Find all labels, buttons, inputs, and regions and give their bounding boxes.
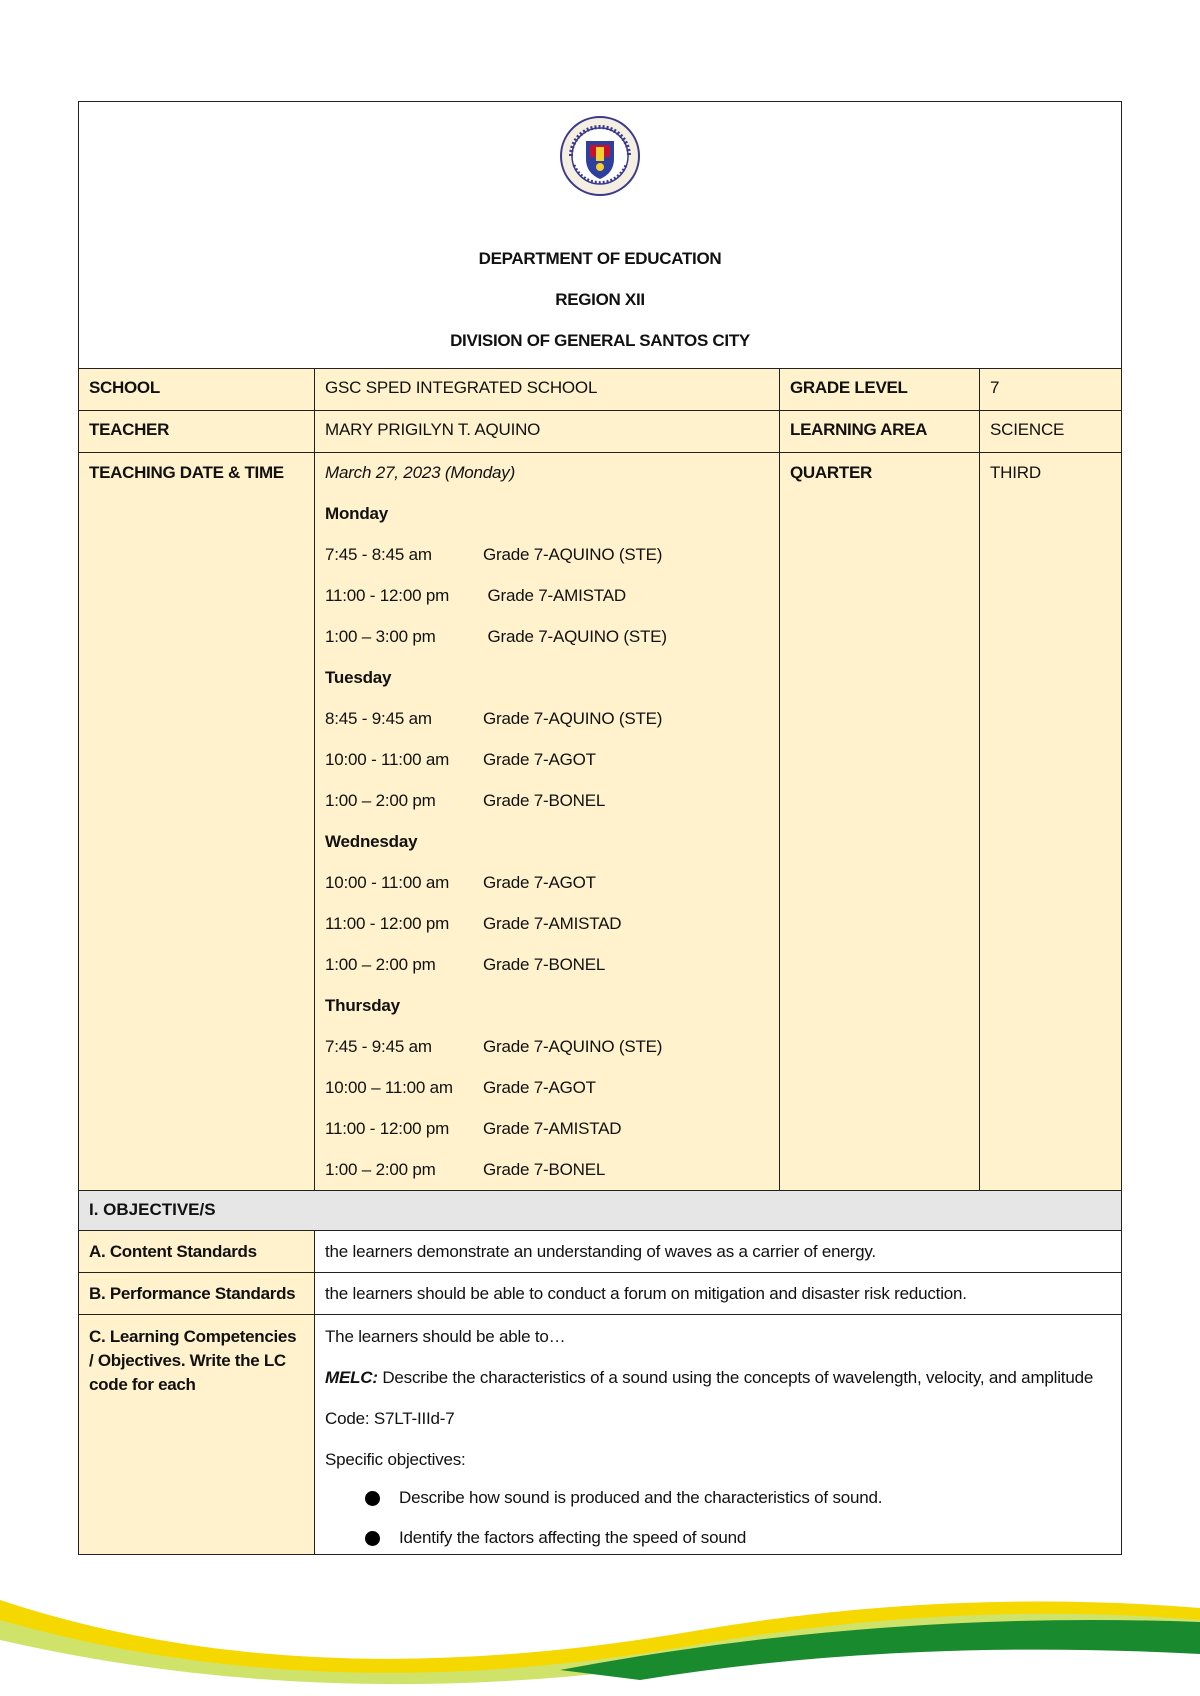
schedule-slot: [325, 1117, 769, 1141]
slot-group: Grade 7-BONEL: [483, 955, 606, 974]
objective-text: Describe how sound is produced and the characteristics of sound.: [399, 1488, 883, 1507]
slot-time: 1:00 – 2:00 pm: [325, 955, 436, 974]
schedule-day: Wednesday: [325, 832, 418, 851]
slot-group: Grade 7-BONEL: [483, 791, 606, 810]
slot-group: Grade 7-AQUINO (STE): [483, 1037, 663, 1056]
slot-group: Grade 7-AGOT: [483, 873, 596, 892]
specific-objectives-list: [365, 1486, 1111, 1550]
schedule-list: [325, 502, 769, 1182]
deped-seal-icon: [559, 115, 641, 197]
slot-time: 7:45 - 9:45 am: [325, 1037, 432, 1056]
melc-text: Describe the characteristics of a sound using the concepts of wavelength, velocity, and amplitude: [377, 1368, 1094, 1387]
schedule-slot: [325, 1158, 769, 1182]
competency-intro: The learners should be able to…: [325, 1327, 566, 1346]
content-standards-text: the learners demonstrate an understanding of waves as a carrier of energy.: [315, 1231, 1122, 1273]
slot-time: 1:00 – 2:00 pm: [325, 791, 436, 810]
slot-group: Grade 7-AGOT: [483, 1078, 596, 1097]
learning-area-label: LEARNING AREA: [780, 411, 980, 453]
learning-competencies-cell: [315, 1315, 1122, 1555]
slot-time: 10:00 – 11:00 am: [325, 1078, 453, 1097]
performance-standards-text: the learners should be able to conduct a forum on mitigation and disaster risk reduction.: [315, 1273, 1122, 1315]
schedule-day: Tuesday: [325, 668, 392, 687]
schedule-slot: [325, 1035, 769, 1059]
slot-time: 1:00 – 2:00 pm: [325, 1160, 436, 1179]
schedule-slot: [325, 707, 769, 731]
slot-group: Grade 7-AGOT: [483, 750, 596, 769]
list-item: [365, 1526, 1111, 1550]
schedule-slot: [325, 912, 769, 936]
slot-time: 10:00 - 11:00 am: [325, 873, 450, 892]
performance-standards-label: B. Performance Standards: [79, 1273, 315, 1315]
slot-time: 10:00 - 11:00 am: [325, 750, 450, 769]
lesson-plan-table: [78, 101, 1122, 1555]
list-item: [365, 1486, 1111, 1510]
schedule-slot: [325, 789, 769, 813]
schedule-slot: [325, 953, 769, 977]
header-department: DEPARTMENT OF EDUCATION: [478, 249, 722, 268]
slot-time: 11:00 - 12:00 pm: [325, 586, 450, 605]
header-region: REGION XII: [555, 290, 645, 309]
teaching-date: March 27, 2023 (Monday): [325, 463, 516, 482]
slot-group: Grade 7-AQUINO (STE): [483, 545, 663, 564]
letterhead: [79, 102, 1122, 369]
school-label: SCHOOL: [79, 369, 315, 411]
slot-group: Grade 7-AMISTAD: [483, 1119, 622, 1138]
footer-swoosh-graphic: [0, 1580, 1200, 1696]
slot-time: 11:00 - 12:00 pm: [325, 914, 450, 933]
quarter-label: QUARTER: [780, 453, 980, 1191]
schedule-slot: [325, 625, 769, 649]
teacher-value: MARY PRIGILYN T. AQUINO: [315, 411, 780, 453]
schedule-cell: [315, 453, 780, 1191]
schedule-slot: [325, 871, 769, 895]
schedule-slot: [325, 543, 769, 567]
slot-group: Grade 7-BONEL: [483, 1160, 606, 1179]
schedule-slot: [325, 748, 769, 772]
slot-time: 8:45 - 9:45 am: [325, 709, 432, 728]
slot-time: 7:45 - 8:45 am: [325, 545, 432, 564]
teaching-date-label: TEACHING DATE & TIME: [79, 453, 315, 1191]
school-value: GSC SPED INTEGRATED SCHOOL: [315, 369, 780, 411]
bullet-icon: [365, 1491, 380, 1506]
teacher-label: TEACHER: [79, 411, 315, 453]
learning-competencies-label: C. Learning Competencies / Objectives. Write the LC code for each: [79, 1315, 315, 1555]
schedule-slot: [325, 1076, 769, 1100]
slot-group: Grade 7-AQUINO (STE): [483, 709, 663, 728]
bullet-icon: [365, 1531, 380, 1546]
slot-group: Grade 7-AMISTAD: [483, 586, 626, 605]
content-standards-label: A. Content Standards: [79, 1231, 315, 1273]
quarter-value: THIRD: [980, 453, 1122, 1191]
grade-level-value: 7: [980, 369, 1122, 411]
objectives-heading: I. OBJECTIVE/S: [79, 1191, 1122, 1231]
slot-group: Grade 7-AQUINO (STE): [483, 627, 667, 646]
slot-group: Grade 7-AMISTAD: [483, 914, 622, 933]
lc-code: Code: S7LT-IIId-7: [325, 1409, 455, 1428]
learning-area-value: SCIENCE: [980, 411, 1122, 453]
objective-text: Identify the factors affecting the speed of sound: [399, 1528, 747, 1547]
schedule-day: Monday: [325, 504, 389, 523]
specific-objectives-label: Specific objectives:: [325, 1450, 466, 1469]
slot-time: 11:00 - 12:00 pm: [325, 1119, 450, 1138]
grade-level-label: GRADE LEVEL: [780, 369, 980, 411]
slot-time: 1:00 – 3:00 pm: [325, 627, 436, 646]
header-division: DIVISION OF GENERAL SANTOS CITY: [450, 331, 750, 350]
melc-prefix: MELC:: [325, 1368, 378, 1387]
melc-line: [325, 1366, 1111, 1390]
schedule-day: Thursday: [325, 996, 400, 1015]
schedule-slot: [325, 584, 769, 608]
